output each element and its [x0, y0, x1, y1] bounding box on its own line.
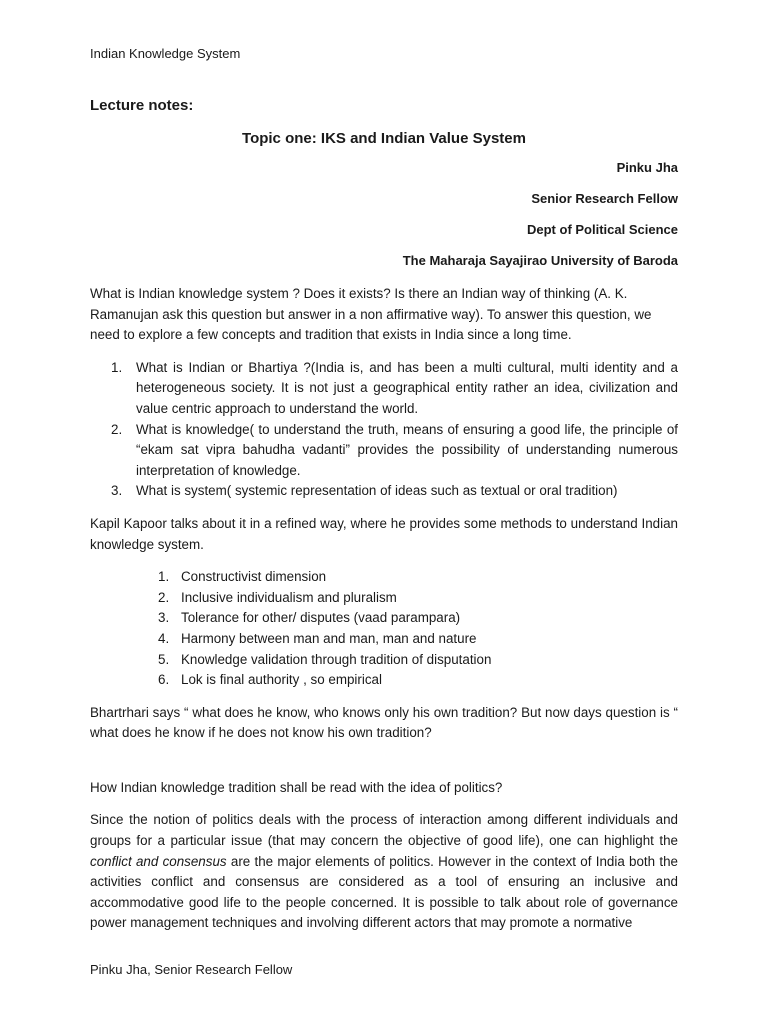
author-university: The Maharaja Sayajirao University of Baroda: [402, 253, 678, 268]
list-number: 2.: [111, 421, 123, 437]
list-item: [90, 608, 678, 629]
list-item-text: Inclusive individualism and pluralism: [181, 589, 397, 605]
kapoor-paragraph: Kapil Kapoor talks about it in a refined way, where he provides some methods to understand Indian knowledge system.: [90, 515, 678, 552]
list-item: [90, 358, 678, 420]
list-item: [90, 420, 678, 482]
list-item-text: What is knowledge( to understand the truth, means of ensuring a good life, the principle of “ekam sat vipra bahudha vadanti” provides the possibility of understanding numerous interpretation of knowledge.: [136, 421, 678, 478]
list-item-text: Harmony between man and man, man and nature: [181, 630, 477, 646]
list-item: [90, 588, 678, 609]
lecture-notes-heading: Lecture notes:: [90, 97, 194, 114]
list-number: 2.: [158, 589, 170, 605]
list-item-text: Tolerance for other/ disputes (vaad parampara): [181, 610, 461, 626]
list-number: 3.: [158, 610, 170, 626]
author-position: Senior Research Fellow: [531, 191, 678, 206]
list-item-text: Constructivist dimension: [181, 569, 327, 585]
intro-paragraph: What is Indian knowledge system ? Does it exists? Is there an Indian way of thinking (A. K. Ramanujan ask this question but answer in a non affirmative way). To answer this question, we need to explore a few concepts and tradition that exists in India since a long time.: [90, 286, 652, 343]
list-item: [90, 650, 678, 671]
politics-paragraph: [90, 810, 678, 934]
author-name: Pinku Jha: [616, 160, 678, 175]
document-body: [90, 94, 678, 934]
running-header: Indian Knowledge System: [90, 46, 241, 61]
list-number: 4.: [158, 630, 170, 646]
questions-list: [90, 358, 678, 502]
author-block: [90, 152, 678, 276]
politics-question: How Indian knowledge tradition shall be read with the idea of politics?: [90, 779, 503, 795]
politics-text-start: Since the notion of politics deals with the process of interaction among different individuals and groups for a particular issue (that may concern the objective of good life), one can highlight the: [90, 812, 678, 849]
list-number: 6.: [158, 672, 170, 688]
list-number: 3.: [111, 483, 123, 499]
list-number: 1.: [111, 359, 123, 375]
politics-text-end: are the major elements of politics. However in the context of India both the activities conflict and consensus are considered as a tool of ensuring an inclusive and accommodative good life to the people concerned. It is possible to talk about role of governance power management techniques and involving different actors that may promote a normative: [90, 853, 678, 931]
list-item-text: Knowledge validation through tradition of disputation: [181, 651, 492, 667]
list-item: [90, 670, 678, 691]
list-number: 1.: [158, 569, 170, 585]
list-number: 5.: [158, 651, 170, 667]
running-footer: Pinku Jha, Senior Research Fellow: [90, 962, 293, 977]
methods-list: [90, 567, 678, 691]
list-item-text: What is system( systemic representation of ideas such as textual or oral tradition): [136, 483, 618, 499]
list-item: [90, 481, 678, 502]
list-item: [90, 567, 678, 588]
topic-title: Topic one: IKS and Indian Value System: [242, 130, 526, 147]
list-item-text: What is Indian or Bhartiya ?(India is, and has been a multi cultural, multi identity and a heterogeneous society. It is not just a geographical entity rather an idea, civilization and value centric approach to understand the world.: [136, 359, 678, 416]
list-item: [90, 629, 678, 650]
politics-emphasis: conflict and consensus: [90, 853, 227, 869]
list-item-text: Lok is final authority , so empirical: [181, 672, 382, 688]
author-department: Dept of Political Science: [527, 222, 678, 237]
bhartrhari-paragraph: Bhartrhari says “ what does he know, who knows only his own tradition? But now days question is “ what does he know if he does not know his own tradition?: [90, 704, 678, 741]
